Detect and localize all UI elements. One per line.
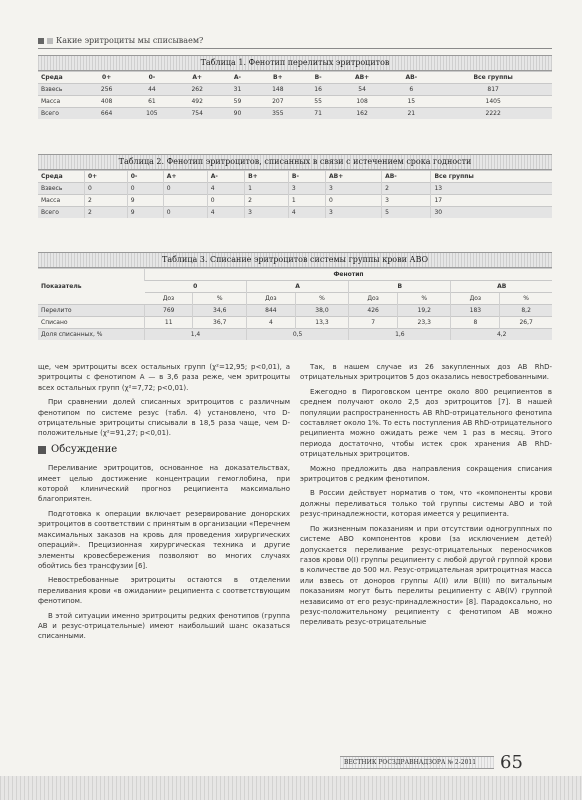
table-cell: 44 xyxy=(129,84,174,96)
table-cell: 492 xyxy=(175,96,220,108)
table-cell: 1405 xyxy=(434,96,552,108)
table-cell: 108 xyxy=(336,96,389,108)
table-1-header: A+ xyxy=(175,72,220,84)
paragraph: Переливание эритроцитов, основанное на доказательствах, имеет целью достижение концентрации гемоглобина, при которой клинический прогноз реципиента максимально благоприятен. xyxy=(38,464,290,504)
table-cell: 0 xyxy=(127,183,163,195)
table-3-subheader: Доз xyxy=(349,293,398,305)
table-cell: 4 xyxy=(207,183,244,195)
table-1 xyxy=(38,55,552,119)
table-2-header: Все группы xyxy=(431,171,552,183)
paragraph: Подготовка к операции включает резервирование донорских эритроцитов в соответствии с принятым в организации «Перечнем максимальных заказов на кровь для проведения хирургических операций». Прецизионная хирургическая техника и другие элементы кровесбережения позволяют во многих случаях обойтись без трансфузии [6]. xyxy=(38,509,290,570)
journal-name: ВЕСТНИК РОСЗДРАВНАДЗОРА № 2-2011 xyxy=(344,759,477,766)
paragraph: При сравнении долей списанных эритроцитов с различным фенотипом по системе резус (табл. 4) установлено, что D-отрицательные эритроциты списывали в 18,5 раза чаще, чем D-положительные (χ²=91,27; p<0,01). xyxy=(38,398,290,438)
table-cell: 3 xyxy=(245,207,289,219)
table-cell: 59 xyxy=(220,96,255,108)
table-cell: 664 xyxy=(84,108,129,120)
table-2-header: A+ xyxy=(163,171,207,183)
table-2-header: Среда xyxy=(38,171,85,183)
table-cell: 408 xyxy=(84,96,129,108)
table-cell: 4 xyxy=(207,207,244,219)
table-3 xyxy=(38,252,552,340)
table-cell: 13,3 xyxy=(295,317,348,329)
table-cell: 9 xyxy=(127,195,163,207)
table-cell: 2 xyxy=(245,195,289,207)
table-cell: 2 xyxy=(85,195,128,207)
table-cell: 3 xyxy=(326,207,382,219)
table-2-caption: Таблица 2. Фенотип эритроцитов, списанных в связи с истечением срока годности xyxy=(38,154,552,170)
table-cell: Масса xyxy=(38,195,85,207)
table-cell: 207 xyxy=(255,96,300,108)
table-cell: 0 xyxy=(85,183,128,195)
table-cell: 754 xyxy=(175,108,220,120)
header-rule xyxy=(38,48,552,49)
table-cell: 1 xyxy=(245,183,289,195)
table-cell: 3 xyxy=(288,183,325,195)
table-cell: 34,6 xyxy=(193,305,246,317)
paragraph: В этой ситуации именно эритроциты редких фенотипов (группа АВ и резус-отрицательные) имеют наибольший шанс оказаться списанными. xyxy=(38,611,290,641)
table-cell: 3 xyxy=(382,195,431,207)
table-cell: 9 xyxy=(127,207,163,219)
table-cell: 30 xyxy=(431,207,552,219)
table-cell: 1 xyxy=(288,195,325,207)
table-2-header: B- xyxy=(288,171,325,183)
table-cell: 23,3 xyxy=(397,317,450,329)
table-cell: 4,2 xyxy=(451,329,552,341)
paragraph: Ежегодно в Пироговском центре около 800 реципиентов в среднем получают около 2,5 доз эритроцитов [7]. В нашей популяции распространенность AB RhD-отрицательного фенотипа составляет около 1%. То есть поступления AB RhD-отрицательного реципиента можно ожидать реже чем 1 раз в месяц. Этого периода достаточно, чтобы истек срок хранения AB RhD-отрицательных эритроцитов. xyxy=(300,387,552,459)
table-3-row-header: Показатель xyxy=(38,269,145,305)
table-cell: Всего xyxy=(38,108,84,120)
table-cell: 1,6 xyxy=(349,329,451,341)
table-cell: 31 xyxy=(220,84,255,96)
table-cell: Взвесь xyxy=(38,84,84,96)
paragraph: Можно предложить два направления сокращения списания эритроцитов с редким фенотипом. xyxy=(300,464,552,484)
section-title: Обсуждение xyxy=(51,443,118,455)
table-cell: 90 xyxy=(220,108,255,120)
table-row xyxy=(38,317,552,329)
table-3-caption: Таблица 3. Списание эритроцитов системы группы крови АВО xyxy=(38,252,552,268)
table-row xyxy=(38,183,552,195)
table-row xyxy=(38,96,552,108)
paragraph: ще, чем эритроциты всех остальных групп (χ²=12,95; p<0,01), а эритроциты с фенотипом А — в 3,6 раза реже, чем эритроциты всех остальных групп (χ²=7,72; p<0,01). xyxy=(38,363,290,392)
running-header xyxy=(38,36,203,45)
table-3-subheader: % xyxy=(295,293,348,305)
table-cell: 262 xyxy=(175,84,220,96)
table-cell: 21 xyxy=(388,108,434,120)
table-1-caption: Таблица 1. Фенотип перелитых эритроцитов xyxy=(38,55,552,71)
table-cell: 183 xyxy=(451,305,500,317)
table-3-subheader: % xyxy=(500,293,552,305)
table-cell: 61 xyxy=(129,96,174,108)
table-cell: 16 xyxy=(300,84,335,96)
table-cell: 13 xyxy=(431,183,552,195)
table-cell: 355 xyxy=(255,108,300,120)
table-row xyxy=(38,207,552,219)
table-cell: 4 xyxy=(246,317,295,329)
table-3-subheader: Доз xyxy=(246,293,295,305)
table-cell: 3 xyxy=(326,183,382,195)
table-3-subheader: Доз xyxy=(145,293,193,305)
table-3-subheader: % xyxy=(397,293,450,305)
table-1-header: B+ xyxy=(255,72,300,84)
header-square-icon xyxy=(38,38,44,44)
table-cell: 11 xyxy=(145,317,193,329)
table-1-header: AB- xyxy=(388,72,434,84)
table-cell: 2 xyxy=(382,183,431,195)
table-1-header: 0- xyxy=(129,72,174,84)
table-cell: 2 xyxy=(85,207,128,219)
table-3-group-header: Фенотип xyxy=(145,269,553,281)
page-footer xyxy=(340,752,523,773)
right-column xyxy=(300,362,552,632)
table-2-header: AB+ xyxy=(326,171,382,183)
table-cell: 5 xyxy=(382,207,431,219)
table-cell: 148 xyxy=(255,84,300,96)
table-row xyxy=(38,108,552,120)
table-cell: 256 xyxy=(84,84,129,96)
table-1-header: B- xyxy=(300,72,335,84)
table-2-header: 0+ xyxy=(85,171,128,183)
table-3-phenotype: A xyxy=(246,281,348,293)
header-square-icon xyxy=(47,38,53,44)
table-2 xyxy=(38,154,552,218)
journal-band xyxy=(340,756,494,769)
table-cell: 54 xyxy=(336,84,389,96)
table-cell: 0 xyxy=(326,195,382,207)
table-cell: 26,7 xyxy=(500,317,552,329)
table-cell: 55 xyxy=(300,96,335,108)
table-3-phenotype: AB xyxy=(451,281,552,293)
table-cell: 769 xyxy=(145,305,193,317)
table-2-header: 0- xyxy=(127,171,163,183)
left-column xyxy=(38,362,290,646)
table-2-header: A- xyxy=(207,171,244,183)
table-cell xyxy=(163,195,207,207)
table-cell: 0,5 xyxy=(246,329,348,341)
table-cell: 426 xyxy=(349,305,398,317)
table-3-subheader: Доз xyxy=(451,293,500,305)
table-row xyxy=(38,84,552,96)
paragraph: Невостребованные эритроциты остаются в отделении переливания крови «в ожидании» реципиента с соответствующим фенотипом. xyxy=(38,576,290,606)
table-row xyxy=(38,305,552,317)
table-1-header: 0+ xyxy=(84,72,129,84)
table-cell: Списано xyxy=(38,317,145,329)
table-3-subheader: % xyxy=(193,293,246,305)
table-cell: 2222 xyxy=(434,108,552,120)
table-cell: 15 xyxy=(388,96,434,108)
section-square-icon xyxy=(38,446,46,454)
table-1-header: AB+ xyxy=(336,72,389,84)
table-1-header: Среда xyxy=(38,72,84,84)
table-cell: 6 xyxy=(388,84,434,96)
table-1-header: Все группы xyxy=(434,72,552,84)
table-cell: 0 xyxy=(163,183,207,195)
table-cell: 8,2 xyxy=(500,305,552,317)
table-cell: 844 xyxy=(246,305,295,317)
table-cell: 7 xyxy=(349,317,398,329)
table-cell: 17 xyxy=(431,195,552,207)
table-cell: 1,4 xyxy=(145,329,247,341)
table-cell: 19,2 xyxy=(397,305,450,317)
table-cell: 8 xyxy=(451,317,500,329)
table-cell: Масса xyxy=(38,96,84,108)
table-2-header: AB- xyxy=(382,171,431,183)
table-cell: 105 xyxy=(129,108,174,120)
table-cell: 0 xyxy=(207,195,244,207)
paragraph: В России действует норматив о том, что «компоненты крови должны переливаться только той группы системы АВО и той резус-принадлежности, которая имеется у реципиента. xyxy=(300,489,552,519)
paragraph: По жизненным показаниям и при отсутствии одногруппных по системе АВО компонентов крови (за исключением детей) допускается переливание резус-отрицательных переносчиков газов крови 0(I) группы реципиенту с любой другой группой крови в количестве до 500 мл. Резус-отрицательная эритроцитная масса или взвесь от доноров группы А(II) или В(III) по витальным показаниям могут быть перелиты реципиенту с АВ(IV) группой независимо от его резус-принадлежности» [8]. Парадоксально, но резус-положительному реципиенту с фенотипом AB можно переливать резус-отрицательные xyxy=(300,524,552,627)
paragraph: Так, в нашем случае из 26 закупленных доз AB RhD-отрицательных эритроцитов 5 доз оказались невостребованными. xyxy=(300,363,552,382)
table-cell: 71 xyxy=(300,108,335,120)
table-cell: 38,0 xyxy=(295,305,348,317)
table-cell: Перелито xyxy=(38,305,145,317)
table-2-header: B+ xyxy=(245,171,289,183)
table-row xyxy=(38,329,552,341)
page-number: 65 xyxy=(500,752,523,773)
table-cell: Доля списанных, % xyxy=(38,329,145,341)
table-cell: Взвесь xyxy=(38,183,85,195)
table-1-header: A- xyxy=(220,72,255,84)
table-cell: 0 xyxy=(163,207,207,219)
section-heading xyxy=(38,445,290,455)
table-cell: 817 xyxy=(434,84,552,96)
table-cell: 4 xyxy=(288,207,325,219)
table-row xyxy=(38,195,552,207)
table-3-phenotype: 0 xyxy=(145,281,247,293)
scan-edge-artifact xyxy=(0,776,582,800)
table-cell: 162 xyxy=(336,108,389,120)
header-title: Какие эритроциты мы списываем? xyxy=(56,36,204,45)
table-cell: 36,7 xyxy=(193,317,246,329)
table-3-phenotype: B xyxy=(349,281,451,293)
table-cell: Всего xyxy=(38,207,85,219)
